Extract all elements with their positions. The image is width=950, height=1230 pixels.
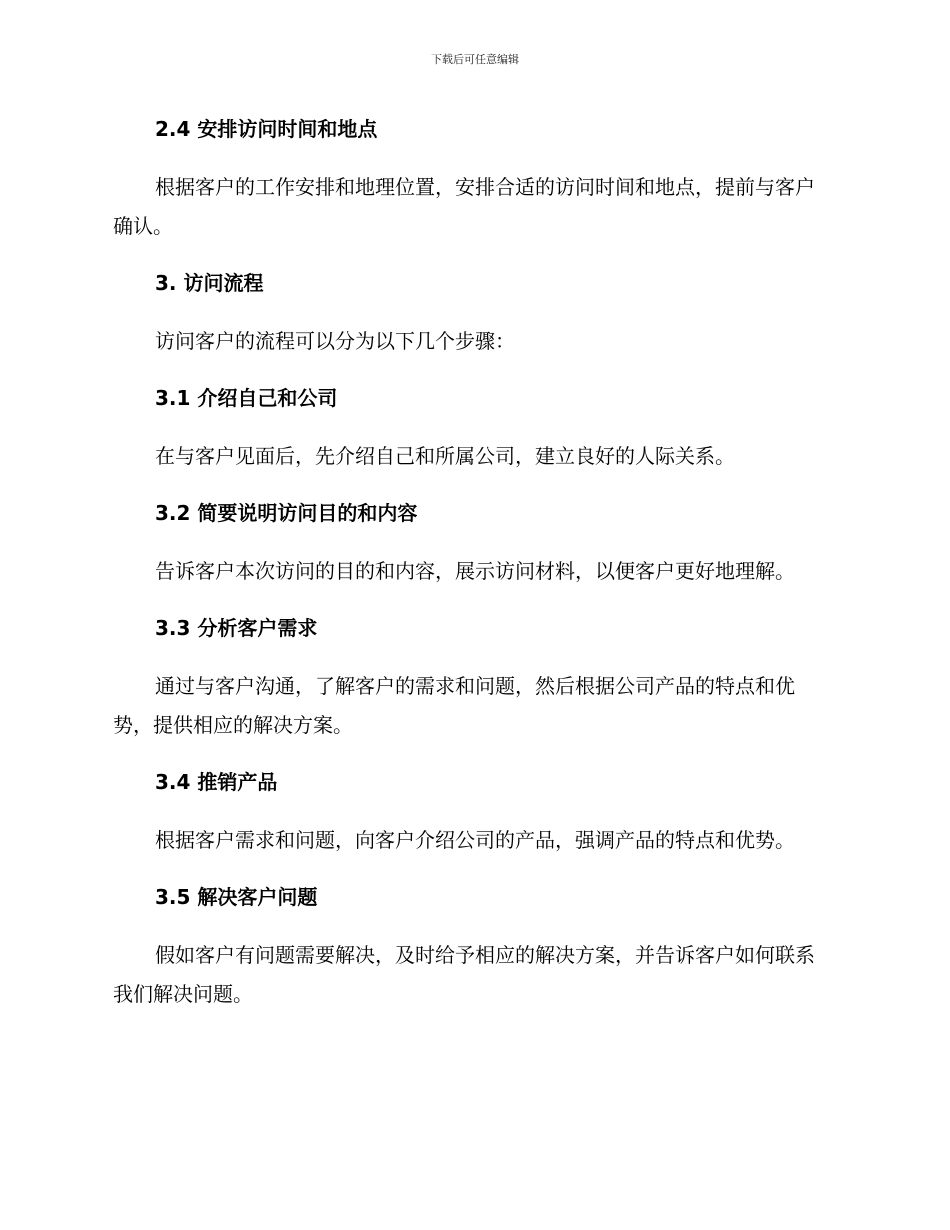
section-heading-3-5: 3.5 解决客户问题 — [155, 885, 318, 909]
section-heading-2-4: 2.4 安排访问时间和地点 — [155, 117, 378, 141]
section-heading-3-3: 3.3 分析客户需求 — [155, 616, 318, 640]
section-paragraph: 在与客户见面后，先介绍自己和所属公司，建立良好的人际关系。 — [155, 444, 735, 468]
section-paragraph: 假如客户有问题需要解决，及时给予相应的解决方案，并告诉客户如何联系我们解决问题。 — [113, 943, 815, 1006]
section-paragraph: 根据客户需求和问题，向客户介绍公司的产品，强调产品的特点和优势。 — [155, 828, 795, 852]
section-paragraph: 访问客户的流程可以分为以下几个步骤： — [155, 329, 515, 353]
page-header: 下载后可任意编辑 — [431, 53, 519, 66]
document-body — [113, 110, 833, 1014]
section-paragraph: 通过与客户沟通，了解客户的需求和问题，然后根据公司产品的特点和优势，提供相应的解决方案。 — [113, 674, 795, 737]
section-heading-3-2: 3.2 简要说明访问目的和内容 — [155, 501, 418, 525]
section-heading-3-1: 3.1 介绍自己和公司 — [155, 386, 338, 410]
section-heading-3: 3. 访问流程 — [155, 271, 264, 295]
section-paragraph: 告诉客户本次访问的目的和内容，展示访问材料，以便客户更好地理解。 — [155, 559, 795, 583]
section-paragraph: 根据客户的工作安排和地理位置，安排合适的访问时间和地点，提前与客户确认。 — [113, 175, 815, 238]
section-heading-3-4: 3.4 推销产品 — [155, 770, 278, 794]
